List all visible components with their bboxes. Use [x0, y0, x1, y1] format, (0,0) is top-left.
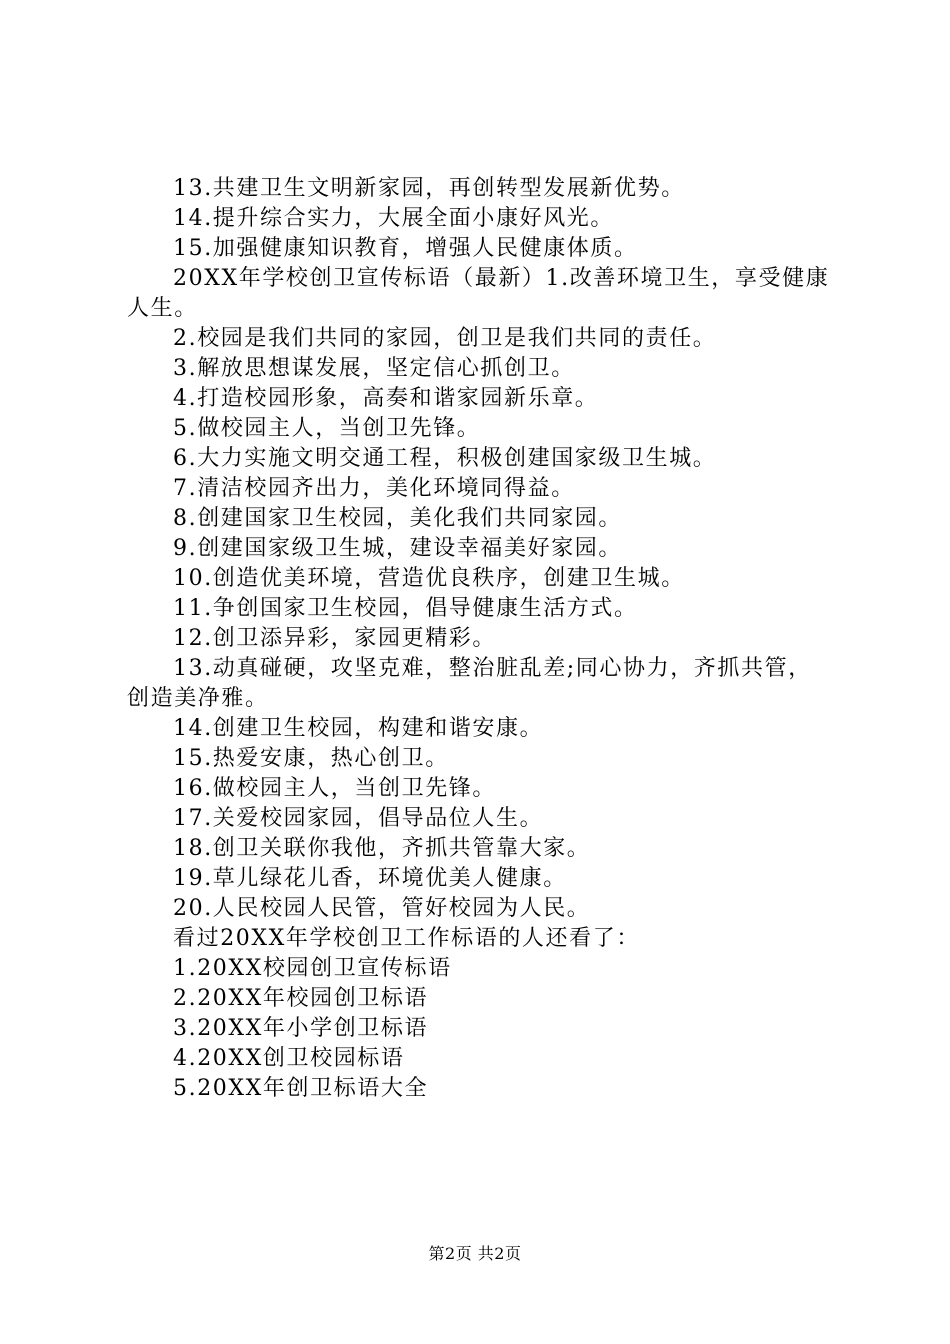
page-footer: 第2页 共2页 — [428, 1244, 522, 1263]
paragraph: 14.创建卫生校园，构建和谐安康。 — [173, 716, 544, 741]
document-body — [127, 174, 833, 1104]
paragraph: 16.做校园主人，当创卫先锋。 — [173, 776, 496, 801]
paragraph: 15.加强健康知识教育，增强人民健康体质。 — [173, 236, 638, 261]
paragraph: 6.大力实施文明交通工程，积极创建国家级卫生城。 — [173, 446, 717, 471]
paragraph: 15.热爱安康，热心创卫。 — [173, 746, 449, 771]
paragraph: 11.争创国家卫生校园，倡导健康生活方式。 — [173, 596, 638, 621]
paragraph: 2.校园是我们共同的家园，创卫是我们共同的责任。 — [173, 326, 717, 351]
paragraph: 2.20XX年校园创卫标语 — [173, 986, 429, 1011]
paragraph: 20XX年学校创卫宣传标语（最新）1.改善环境卫生，享受健康人生。 — [127, 266, 830, 321]
paragraph: 3.解放思想谋发展，坚定信心抓创卫。 — [173, 356, 575, 381]
paragraph: 看过20XX年学校创卫工作标语的人还看了： — [173, 926, 640, 951]
paragraph: 3.20XX年小学创卫标语 — [173, 1016, 429, 1041]
paragraph: 14.提升综合实力，大展全面小康好风光。 — [173, 206, 614, 231]
paragraph: 13.共建卫生文明新家园，再创转型发展新优势。 — [173, 176, 685, 201]
paragraph: 7.清洁校园齐出力，美化环境同得益。 — [173, 476, 575, 501]
paragraph: 10.创造优美环境，营造优良秩序，创建卫生城。 — [173, 566, 685, 591]
paragraph: 4.20XX创卫校园标语 — [173, 1046, 405, 1071]
paragraph: 19.草儿绿花儿香，环境优美人健康。 — [173, 866, 567, 891]
paragraph: 12.创卫添异彩，家园更精彩。 — [173, 626, 496, 651]
paragraph: 8.创建国家卫生校园，美化我们共同家园。 — [173, 506, 622, 531]
paragraph: 20.人民校园人民管，管好校园为人民。 — [173, 896, 591, 921]
paragraph: 13.动真碰硬，攻坚克难，整治脏乱差;同心协力，齐抓共管，创造美净雅。 — [127, 656, 812, 711]
paragraph: 18.创卫关联你我他，齐抓共管靠大家。 — [173, 836, 591, 861]
paragraph: 1.20XX校园创卫宣传标语 — [173, 956, 452, 981]
paragraph: 9.创建国家级卫生城，建设幸福美好家园。 — [173, 536, 622, 561]
paragraph: 4.打造校园形象，高奏和谐家园新乐章。 — [173, 386, 599, 411]
paragraph: 5.20XX年创卫标语大全 — [173, 1076, 429, 1101]
paragraph: 5.做校园主人，当创卫先锋。 — [173, 416, 481, 441]
paragraph: 17.关爱校园家园，倡导品位人生。 — [173, 806, 544, 831]
